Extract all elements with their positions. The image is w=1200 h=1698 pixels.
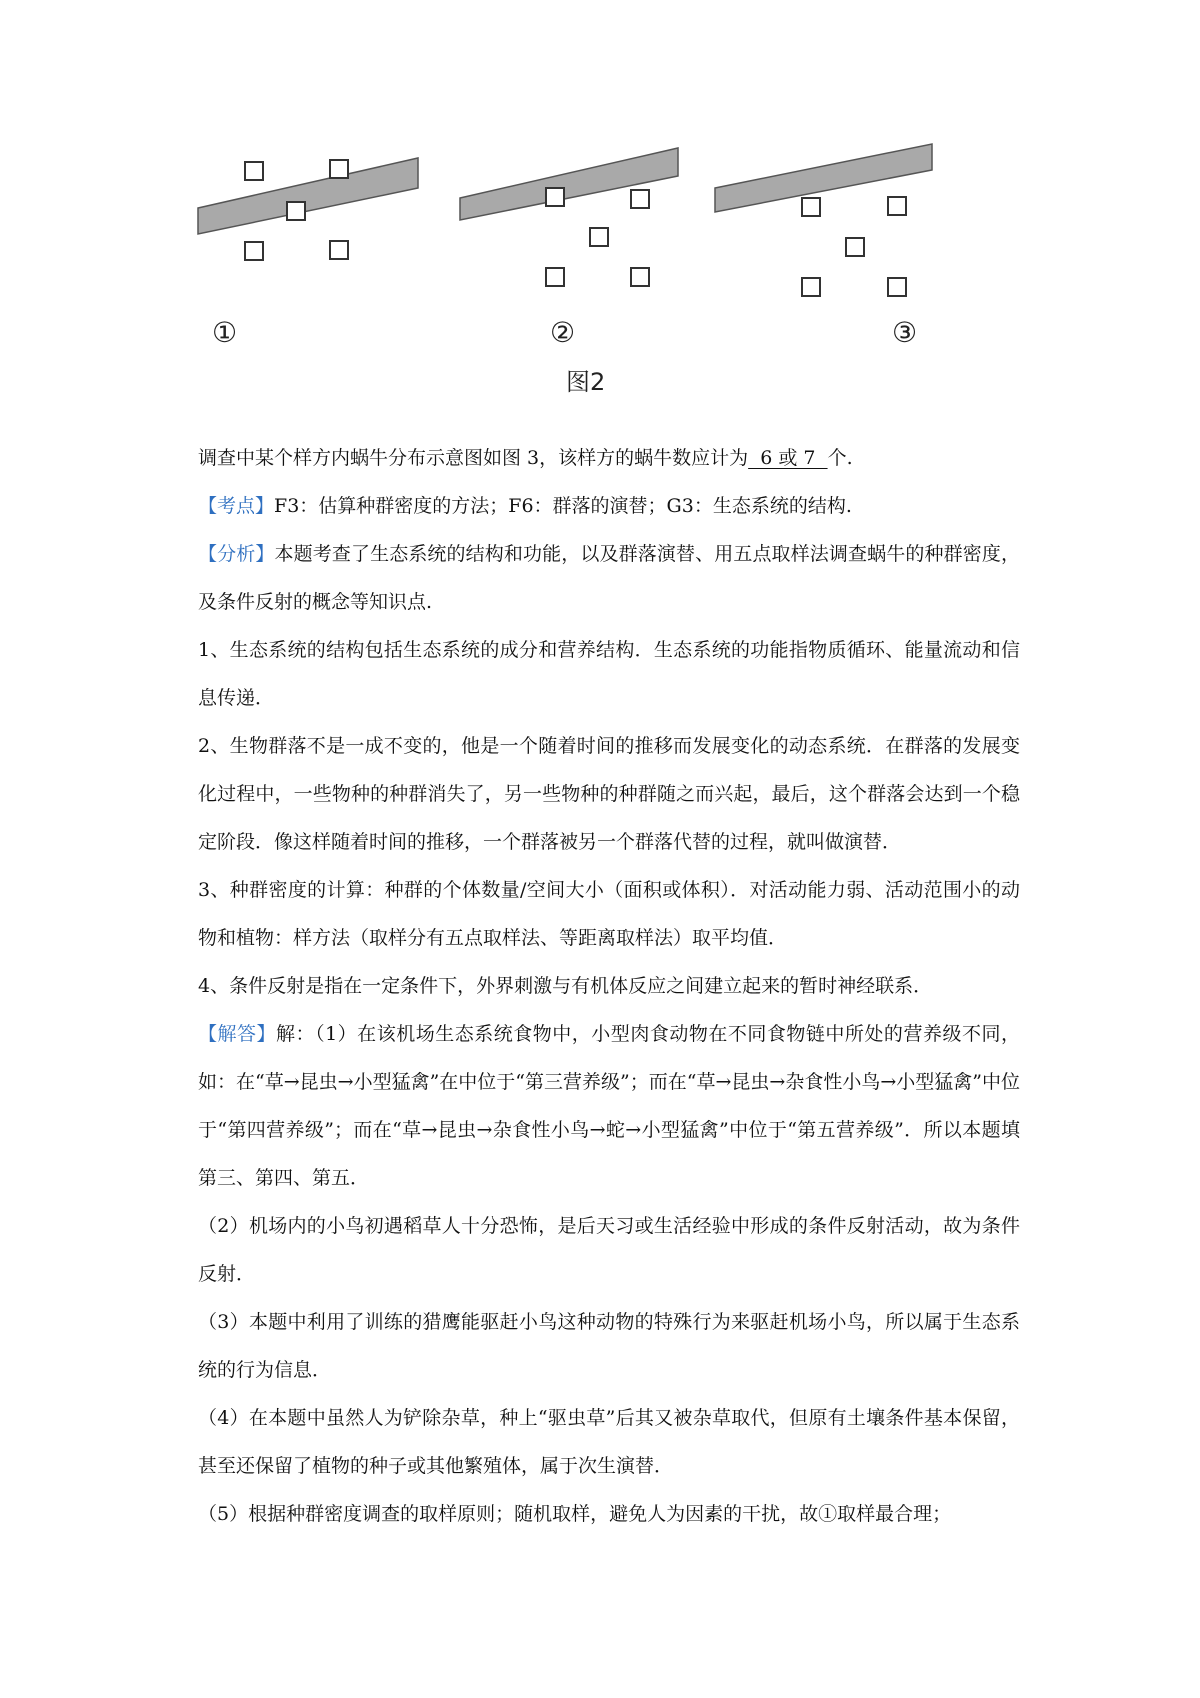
answer-3: （3）本题中利用了训练的猎鹰能驱赶小鸟这种动物的特殊行为来驱赶机场小鸟，所以属于生态系统的行为信息．: [198, 1311, 1020, 1381]
quadrat: [590, 228, 608, 246]
quadrat: [888, 278, 906, 296]
road-band: [198, 158, 418, 234]
quadrat: [245, 242, 263, 260]
question-text: 调查中某个样方内蜗牛分布示意图如图 3，该样方的蜗牛数应计为: [198, 447, 749, 469]
document-body: [198, 434, 1020, 1538]
panel-label-1: ①: [212, 316, 238, 349]
answer-5: （5）根据种群密度调查的取样原则；随机取样，避免人为因素的干扰，故①取样最合理；: [198, 1503, 952, 1525]
quadrat: [802, 198, 820, 216]
kaodian-section: [198, 482, 1020, 530]
fenxi-text: 本题考查了生态系统的结构和功能，以及群落演替、用五点取样法调查蜗牛的种群密度，及条件反射的概念等知识点.: [198, 543, 1020, 613]
quadrat: [631, 268, 649, 286]
quadrat: [330, 241, 348, 259]
fenxi-section: [198, 530, 1020, 626]
quadrat: [802, 278, 820, 296]
kaodian-tag: 【考点】: [198, 495, 275, 517]
panel-label-2: ②: [550, 316, 576, 349]
panel-1: [198, 158, 418, 349]
quadrat: [846, 238, 864, 256]
sampling-figure: [190, 130, 1020, 420]
panel-label-3: ③: [892, 316, 918, 349]
panel-3: [715, 144, 932, 349]
quadrat: [631, 190, 649, 208]
quadrat: [546, 268, 564, 286]
jieda-text: 解：（1）在该机场生态系统食物中，小型肉食动物在不同食物链中所处的营养级不同，如：在“草→昆虫→小型猛禽”在中位于“第三营养级”；而在“草→昆虫→杂食性小鸟→小型猛禽”中位于“第四营养级”；而在“草→昆虫→杂食性小鸟→蛇→小型猛禽”中位于“第五营养级”．所以本题填第三、第四、第五．: [198, 1023, 1020, 1189]
figure-caption: 图2: [566, 368, 606, 396]
kaodian-text: F3：估算种群密度的方法；F6：群落的演替；G3：生态系统的结构.: [274, 495, 852, 517]
quadrat: [287, 202, 305, 220]
road-band: [460, 148, 678, 220]
jieda-tag: 【解答】: [198, 1023, 277, 1045]
quadrat: [330, 160, 348, 178]
analysis-point-2: 2、生物群落不是一成不变的，他是一个随着时间的推移而发展变化的动态系统．在群落的发展变化过程中，一些物种的种群消失了，另一些物种的种群随之而兴起，最后，这个群落会达到一个稳定阶段．像这样随着时间的推移，一个群落被另一个群落代替的过程，就叫做演替．: [198, 735, 1020, 853]
analysis-point-1: 1、生态系统的结构包括生态系统的成分和营养结构．生态系统的功能指物质循环、能量流动和信息传递．: [198, 639, 1020, 709]
answer-blank: 6 或 7: [748, 447, 828, 469]
answer-4: （4）在本题中虽然人为铲除杂草，种上“驱虫草”后其又被杂草取代，但原有土壤条件基本保留，甚至还保留了植物的种子或其他繁殖体，属于次生演替．: [198, 1407, 1020, 1477]
jieda-section: [198, 1010, 1020, 1202]
quadrat: [245, 162, 263, 180]
quadrat: [546, 188, 564, 206]
panel-2: [460, 148, 678, 349]
answer-2: （2）机场内的小鸟初遇稻草人十分恐怖，是后天习或生活经验中形成的条件反射活动，故为条件反射．: [198, 1215, 1020, 1285]
fenxi-tag: 【分析】: [198, 543, 275, 565]
quadrat: [888, 197, 906, 215]
analysis-point-3: 3、种群密度的计算：种群的个体数量/空间大小（面积或体积）．对活动能力弱、活动范围小的动物和植物：样方法（取样分有五点取样法、等距离取样法）取平均值．: [198, 879, 1020, 949]
snail-count-line: [198, 434, 1020, 482]
question-tail: 个.: [827, 447, 853, 469]
analysis-point-4: 4、条件反射是指在一定条件下，外界刺激与有机体反应之间建立起来的暂时神经联系．: [198, 975, 933, 997]
